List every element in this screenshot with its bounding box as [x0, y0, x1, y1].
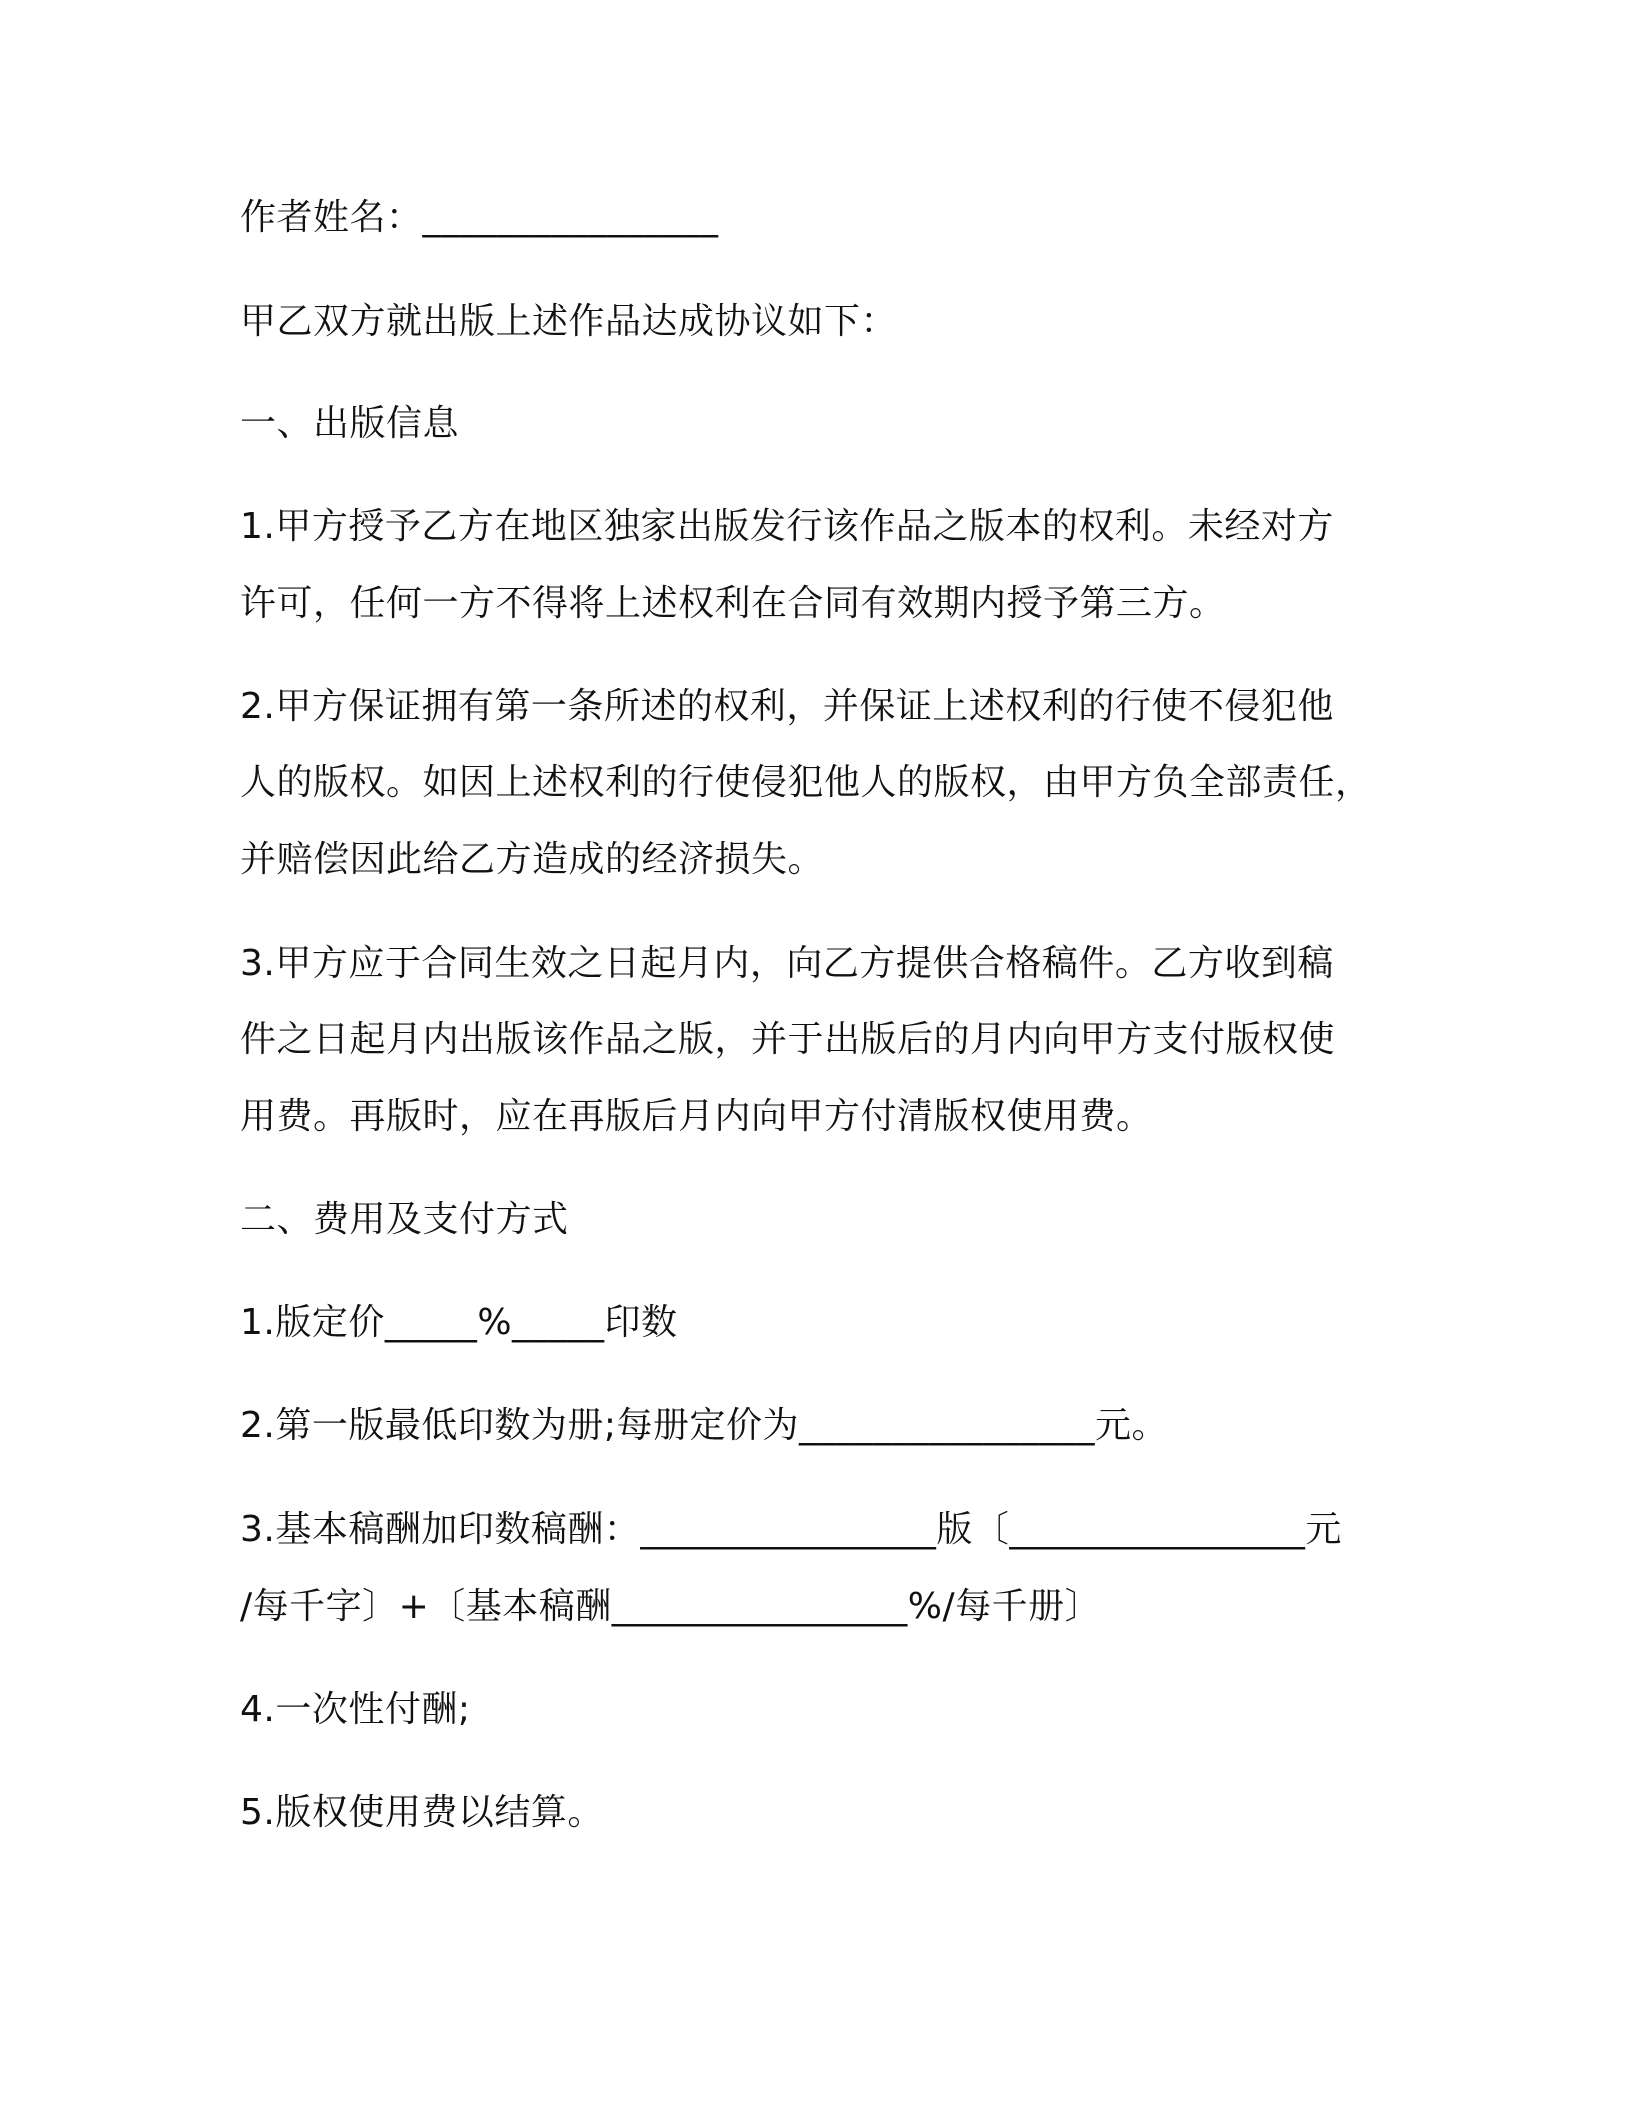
section2-item4: 4.一次性付酬;	[240, 1689, 471, 1730]
section1-item1-line2: 许可，任何一方不得将上述权利在合同有效期内授予第三方。	[240, 583, 1226, 624]
section1-item3-line2: 件之日起月内出版该作品之版，并于出版后的月内向甲方支付版权使	[240, 1019, 1336, 1060]
intro-paragraph: 甲乙双方就出版上述作品达成协议如下：	[240, 301, 898, 342]
section1-item3-line1: 3.甲方应于合同生效之日起月内，向乙方提供合格稿件。乙方收到稿	[240, 943, 1334, 984]
author-name-line: 作者姓名：________________	[240, 197, 719, 238]
section-heading-publishing-info: 一、出版信息	[240, 403, 460, 444]
section1-item1-line1: 1.甲方授予乙方在地区独家出版发行该作品之版本的权利。未经对方	[240, 506, 1334, 547]
section1-item2-line3: 并赔偿因此给乙方造成的经济损失。	[240, 839, 825, 880]
section2-item1: 1.版定价_____%_____印数	[240, 1302, 678, 1343]
section1-item2-line2: 人的版权。如因上述权利的行使侵犯他人的版权，由甲方负全部责任，	[240, 762, 1372, 803]
section-heading-fees-payment: 二、费用及支付方式	[240, 1199, 569, 1240]
section2-item3-line1: 3.基本稿酬加印数稿酬：________________版〔________________元	[240, 1509, 1342, 1550]
section2-item5: 5.版权使用费以结算。	[240, 1792, 604, 1833]
section2-item2: 2.第一版最低印数为册;每册定价为________________元。	[240, 1405, 1168, 1446]
section1-item3-line3: 用费。再版时，应在再版后月内向甲方付清版权使用费。	[240, 1096, 1153, 1137]
section2-item3-line2: /每千字〕+〔基本稿酬________________%/每千册〕	[240, 1586, 1102, 1627]
section1-item2-line1: 2.甲方保证拥有第一条所述的权利，并保证上述权利的行使不侵犯他	[240, 686, 1334, 727]
